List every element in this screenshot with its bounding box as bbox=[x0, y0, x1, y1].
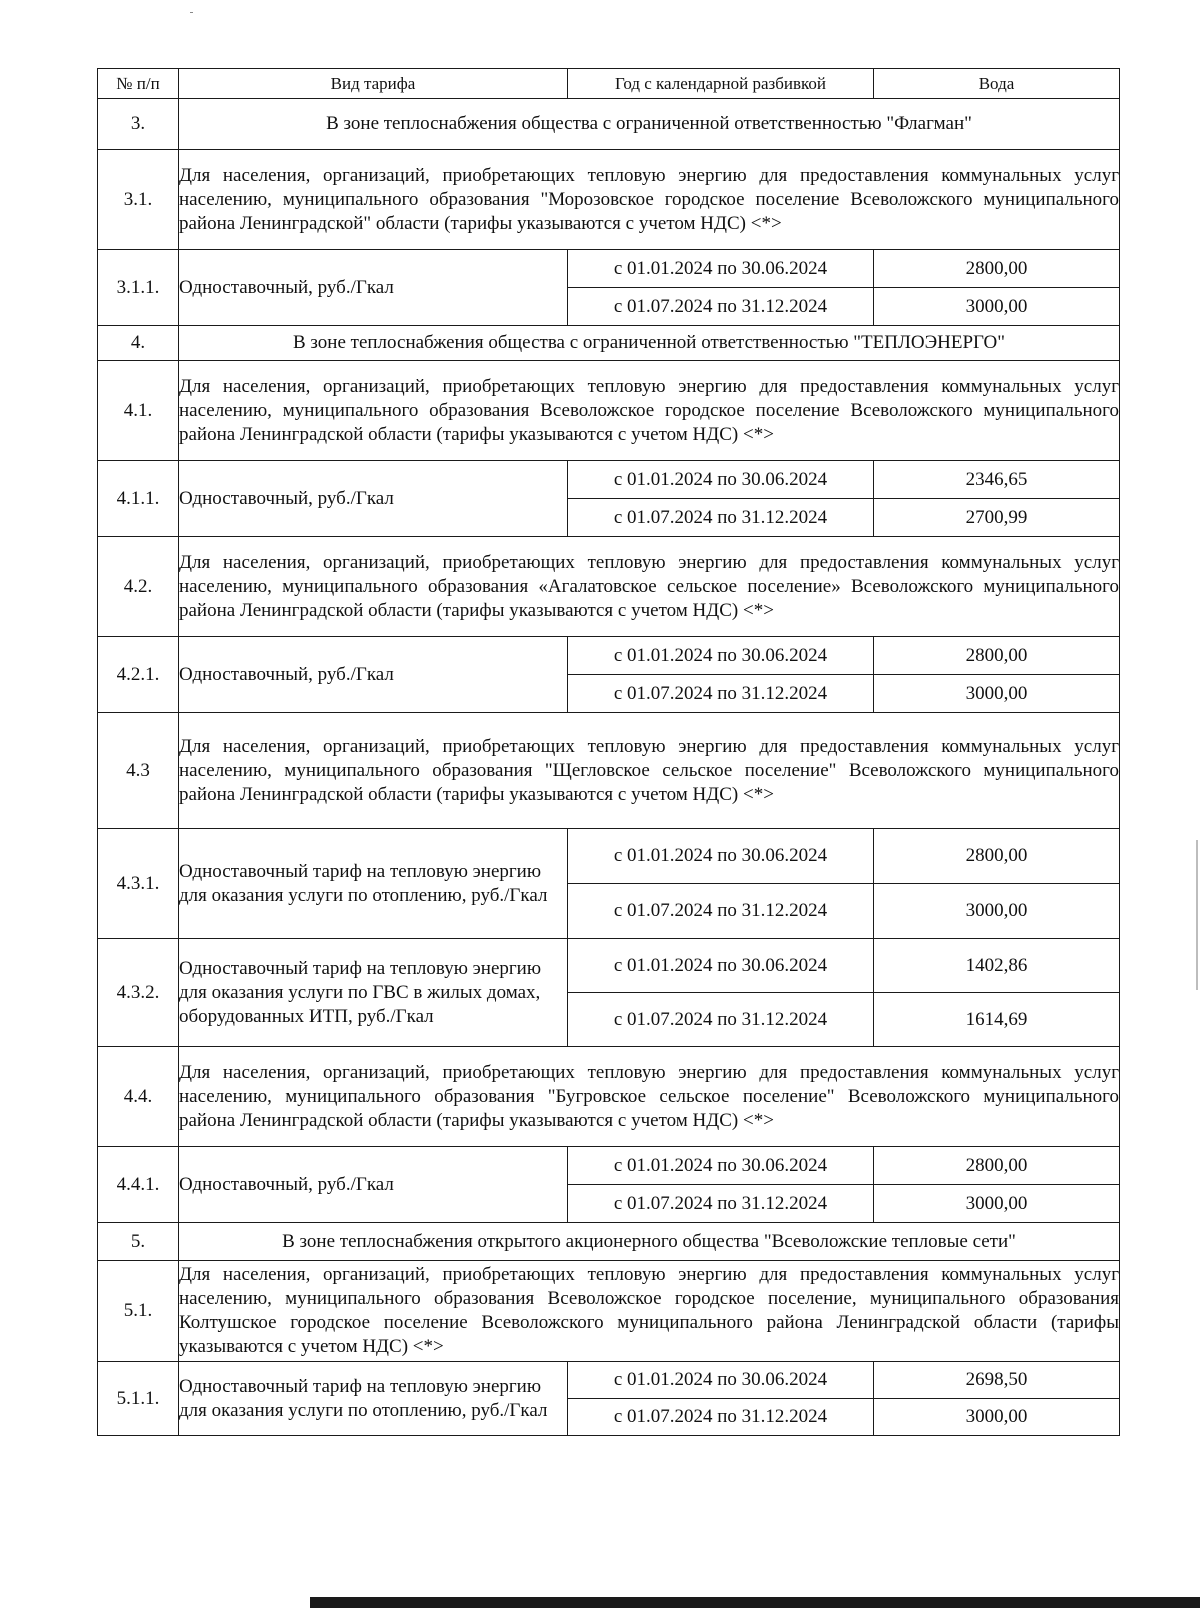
water-value: 1614,69 bbox=[874, 993, 1120, 1047]
period-cell: с 01.07.2024 по 31.12.2024 bbox=[568, 499, 874, 537]
tariff-row bbox=[98, 939, 1120, 993]
row-description: Для населения, организаций, приобретающих тепловую энергию для предоставления коммунальных услуг населению, муниципального образования «Агалатовское сельское поселение» Всеволожского муниципального района Ленинградской области (тарифы указываются с учетом НДС) <*> bbox=[179, 537, 1120, 637]
description-row bbox=[98, 713, 1120, 829]
tariff-row bbox=[98, 250, 1120, 288]
table-header-row bbox=[98, 69, 1120, 99]
period-cell: с 01.01.2024 по 30.06.2024 bbox=[568, 250, 874, 288]
tariff-type: Одноставочный, руб./Гкал bbox=[179, 637, 568, 713]
period-cell: с 01.01.2024 по 30.06.2024 bbox=[568, 461, 874, 499]
row-description: Для населения, организаций, приобретающих тепловую энергию для предоставления коммунальных услуг населению, муниципального образования "Бугровское сельское поселение" Всеволожского муниципального района Ленинградской области (тарифы указываются с учетом НДС) <*> bbox=[179, 1047, 1120, 1147]
period-cell: с 01.01.2024 по 30.06.2024 bbox=[568, 1147, 874, 1185]
tariff-row bbox=[98, 637, 1120, 675]
header-period: Год с календарной разбивкой bbox=[568, 69, 874, 99]
description-row bbox=[98, 537, 1120, 637]
section-row bbox=[98, 1223, 1120, 1261]
scan-speck bbox=[190, 12, 193, 13]
tariff-row bbox=[98, 461, 1120, 499]
water-value: 2346,65 bbox=[874, 461, 1120, 499]
water-value: 2800,00 bbox=[874, 250, 1120, 288]
row-description: Для населения, организаций, приобретающих тепловую энергию для предоставления коммунальных услуг населению, муниципального образования "Морозовское городское поселение Всеволожского муниципального района Ленинградской" области (тарифы указываются с учетом НДС) <*> bbox=[179, 150, 1120, 250]
period-cell: с 01.07.2024 по 31.12.2024 bbox=[568, 675, 874, 713]
row-num: 4.3.2. bbox=[98, 939, 179, 1047]
water-value: 2800,00 bbox=[874, 637, 1120, 675]
tariff-type: Одноставочный, руб./Гкал bbox=[179, 1147, 568, 1223]
description-row bbox=[98, 1261, 1120, 1362]
tariff-type: Одноставочный, руб./Гкал bbox=[179, 461, 568, 537]
description-row bbox=[98, 150, 1120, 250]
header-num: № п/п bbox=[98, 69, 179, 99]
row-num: 4.2. bbox=[98, 537, 179, 637]
water-value: 3000,00 bbox=[874, 288, 1120, 326]
row-description: Для населения, организаций, приобретающих тепловую энергию для предоставления коммунальных услуг населению, муниципального образования Всеволожское городское поселение Всеволожского муниципального района Ленинградской области (тарифы указываются с учетом НДС) <*> bbox=[179, 361, 1120, 461]
tariff-row bbox=[98, 1147, 1120, 1185]
water-value: 2800,00 bbox=[874, 829, 1120, 884]
row-num: 5. bbox=[98, 1223, 179, 1261]
period-cell: с 01.01.2024 по 30.06.2024 bbox=[568, 829, 874, 884]
section-row bbox=[98, 326, 1120, 361]
water-value: 3000,00 bbox=[874, 675, 1120, 713]
period-cell: с 01.07.2024 по 31.12.2024 bbox=[568, 288, 874, 326]
period-cell: с 01.01.2024 по 30.06.2024 bbox=[568, 1362, 874, 1399]
section-row bbox=[98, 99, 1120, 150]
row-num: 4.1. bbox=[98, 361, 179, 461]
water-value: 3000,00 bbox=[874, 1399, 1120, 1436]
row-num: 5.1.1. bbox=[98, 1362, 179, 1436]
water-value: 2698,50 bbox=[874, 1362, 1120, 1399]
tariff-type: Одноставочный тариф на тепловую энергию для оказания услуги по отоплению, руб./Гкал bbox=[179, 829, 568, 939]
water-value: 2800,00 bbox=[874, 1147, 1120, 1185]
period-cell: с 01.07.2024 по 31.12.2024 bbox=[568, 1185, 874, 1223]
tariff-row bbox=[98, 829, 1120, 884]
row-num: 4.1.1. bbox=[98, 461, 179, 537]
row-num: 3. bbox=[98, 99, 179, 150]
water-value: 3000,00 bbox=[874, 1185, 1120, 1223]
row-description: Для населения, организаций, приобретающих тепловую энергию для предоставления коммунальных услуг населению, муниципального образования Всеволожское городское поселение, муниципального образования Колтушское городское поселение Всеволожского муниципального района Ленинградской области (тарифы указываются с учетом НДС) <*> bbox=[179, 1261, 1120, 1362]
row-num: 4.4. bbox=[98, 1047, 179, 1147]
water-value: 3000,00 bbox=[874, 884, 1120, 939]
row-description: Для населения, организаций, приобретающих тепловую энергию для предоставления коммунальных услуг населению, муниципального образования "Щегловское сельское поселение" Всеволожского муниципального района Ленинградской области (тарифы указываются с учетом НДС) <*> bbox=[179, 713, 1120, 829]
row-num: 5.1. bbox=[98, 1261, 179, 1362]
description-row bbox=[98, 361, 1120, 461]
section-title: В зоне теплоснабжения общества с ограниченной ответственностью "Флагман" bbox=[179, 99, 1120, 150]
period-cell: с 01.07.2024 по 31.12.2024 bbox=[568, 884, 874, 939]
row-num: 4.2.1. bbox=[98, 637, 179, 713]
scan-edge-mark bbox=[1196, 840, 1198, 990]
row-num: 4.4.1. bbox=[98, 1147, 179, 1223]
tariff-type: Одноставочный тариф на тепловую энергию для оказания услуги по ГВС в жилых домах, оборудованных ИТП, руб./Гкал bbox=[179, 939, 568, 1047]
description-row bbox=[98, 1047, 1120, 1147]
tariff-table bbox=[97, 68, 1120, 1436]
period-cell: с 01.01.2024 по 30.06.2024 bbox=[568, 939, 874, 993]
row-num: 4.3.1. bbox=[98, 829, 179, 939]
section-title: В зоне теплоснабжения общества с ограниченной ответственностью "ТЕПЛОЭНЕРГО" bbox=[179, 326, 1120, 361]
header-water: Вода bbox=[874, 69, 1120, 99]
water-value: 2700,99 bbox=[874, 499, 1120, 537]
tariff-type: Одноставочный тариф на тепловую энергию для оказания услуги по отоплению, руб./Гкал bbox=[179, 1362, 568, 1436]
row-num: 4. bbox=[98, 326, 179, 361]
header-tariff-type: Вид тарифа bbox=[179, 69, 568, 99]
period-cell: с 01.01.2024 по 30.06.2024 bbox=[568, 637, 874, 675]
row-num: 3.1.1. bbox=[98, 250, 179, 326]
section-title: В зоне теплоснабжения открытого акционерного общества "Всеволожские тепловые сети" bbox=[179, 1223, 1120, 1261]
period-cell: с 01.07.2024 по 31.12.2024 bbox=[568, 993, 874, 1047]
period-cell: с 01.07.2024 по 31.12.2024 bbox=[568, 1399, 874, 1436]
tariff-type: Одноставочный, руб./Гкал bbox=[179, 250, 568, 326]
row-num: 3.1. bbox=[98, 150, 179, 250]
tariff-row bbox=[98, 1362, 1120, 1399]
scan-bottom-band bbox=[310, 1597, 1200, 1608]
water-value: 1402,86 bbox=[874, 939, 1120, 993]
row-num: 4.3 bbox=[98, 713, 179, 829]
